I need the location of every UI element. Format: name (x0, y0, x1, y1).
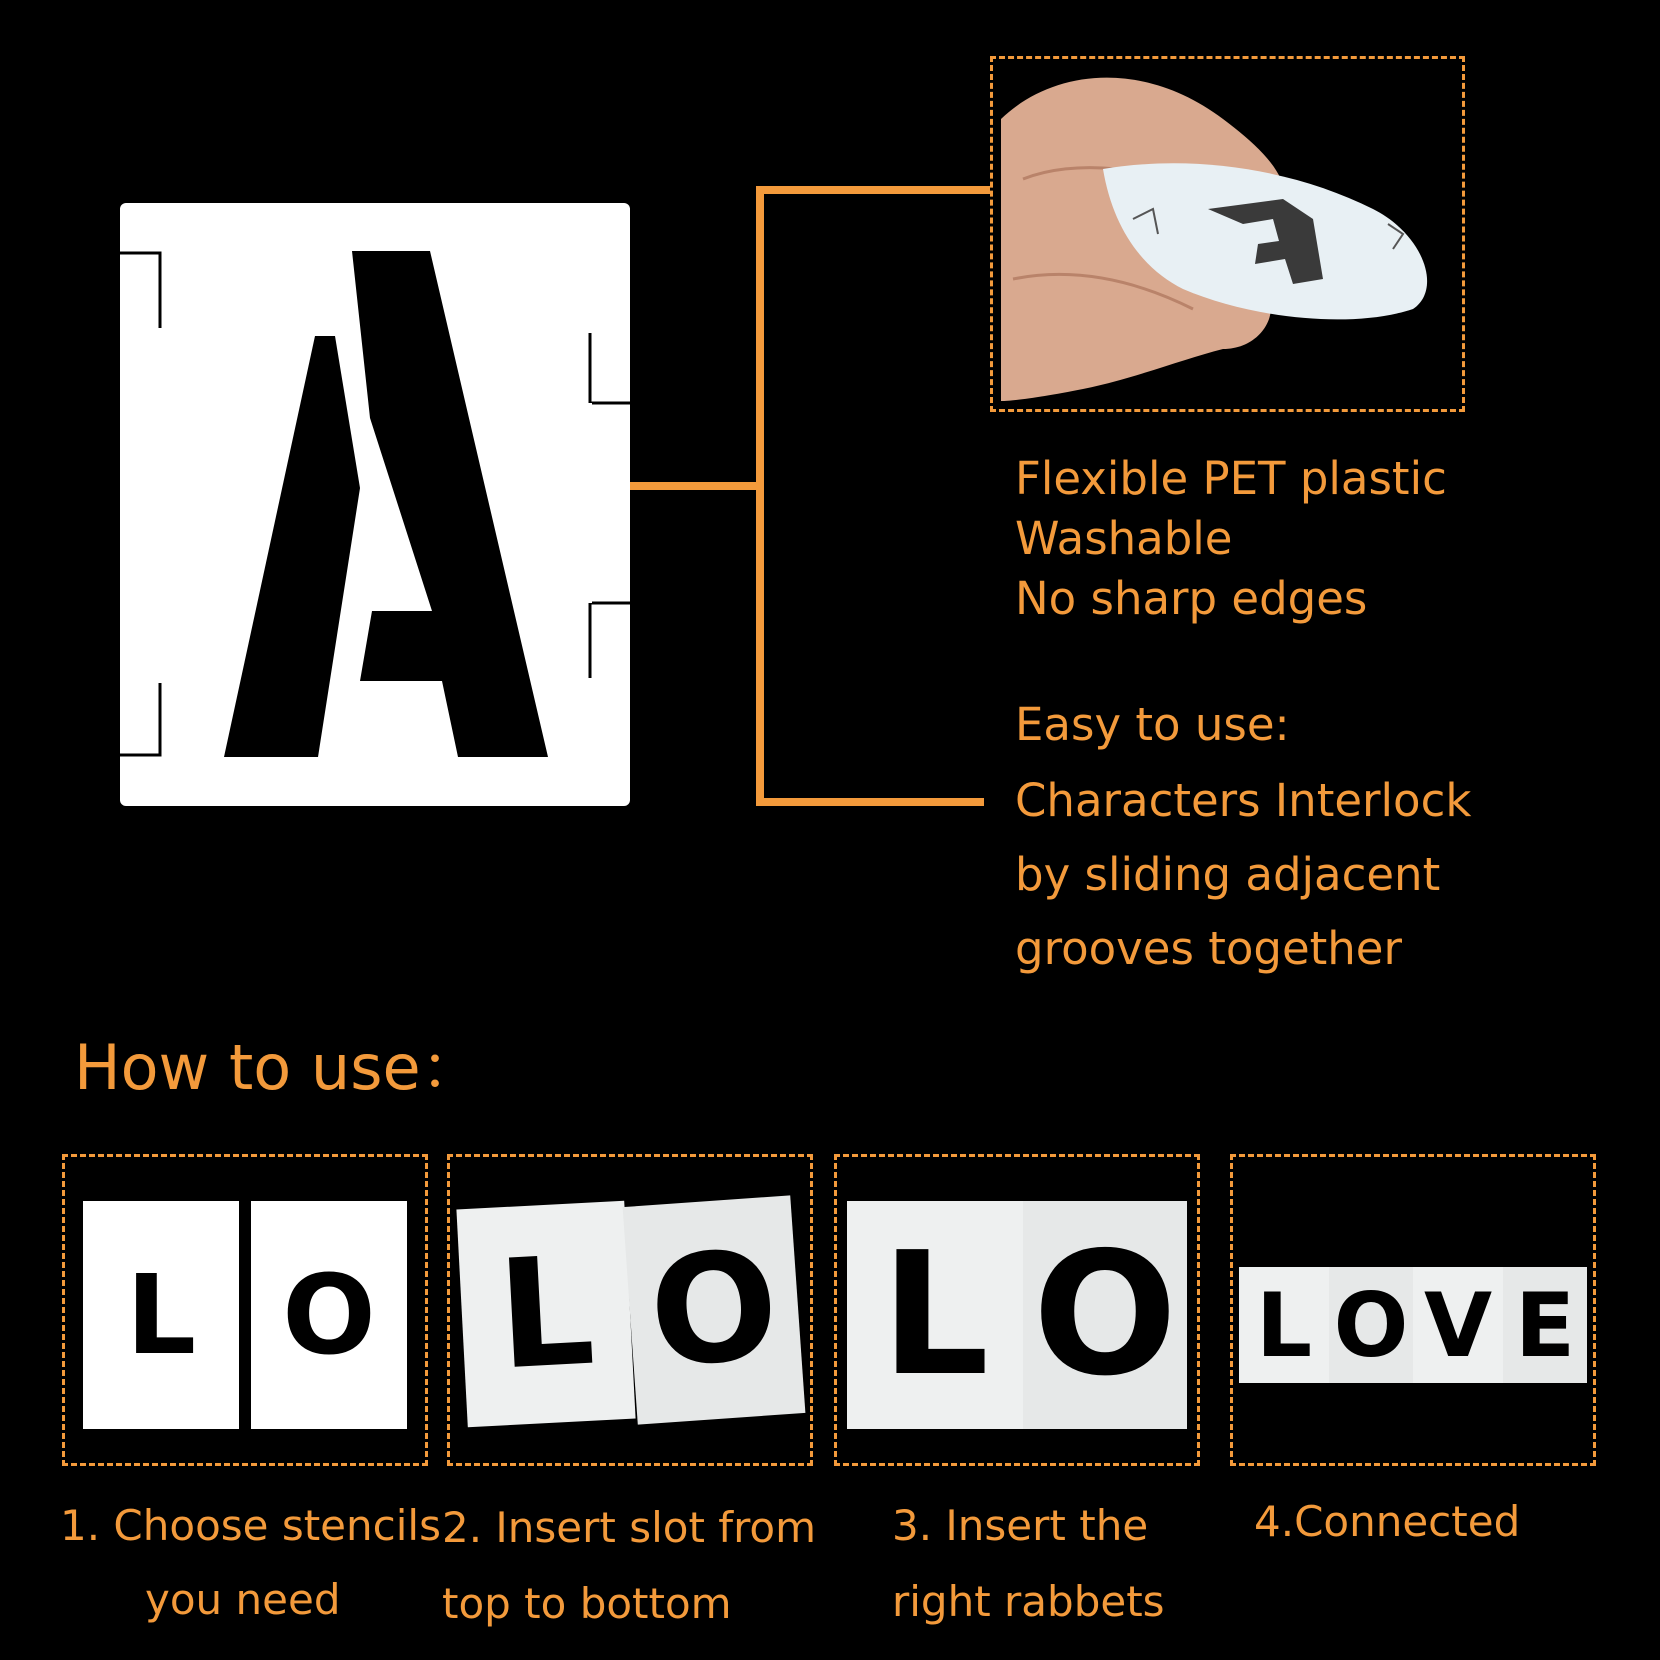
stencil-l: L (83, 1201, 239, 1429)
step-2-frame (447, 1154, 813, 1466)
stencil-o: O (1023, 1201, 1187, 1429)
feature-no-sharp-edges: No sharp edges (1015, 572, 1368, 625)
step-1-frame (62, 1154, 428, 1466)
usage-line-2: by sliding adjacent (1015, 848, 1441, 901)
connector-top-branch (756, 186, 990, 194)
step-2-caption-line2: top to bottom (442, 1579, 732, 1628)
connector-bottom-branch (756, 798, 984, 806)
usage-line-1: Characters Interlock (1015, 774, 1472, 827)
how-to-use-title: How to use： (74, 1031, 483, 1104)
stencil-o: O (623, 1195, 806, 1424)
feature-washable: Washable (1015, 512, 1233, 565)
step-4-frame (1230, 1154, 1596, 1466)
step-1-caption-line2: you need (145, 1575, 341, 1624)
stencil-l: L (456, 1201, 635, 1427)
usage-line-3: grooves together (1015, 922, 1402, 975)
usage-heading: Easy to use: (1015, 698, 1290, 751)
step-1-caption-line1: 1. Choose stencils (60, 1501, 441, 1550)
step-4-caption: 4.Connected (1254, 1497, 1521, 1546)
feature-flexible: Flexible PET plastic (1015, 452, 1447, 505)
stencil-o: O (251, 1201, 407, 1429)
stencil-e: E (1503, 1267, 1587, 1383)
connector-vertical (756, 186, 764, 806)
flexible-stencil-photo (993, 59, 1462, 409)
stencil-letter-a-graphic (120, 203, 630, 806)
connector-horizontal (630, 482, 758, 490)
step-3-caption-line1: 3. Insert the (892, 1501, 1149, 1550)
stencil-l: L (1239, 1267, 1329, 1383)
step-3-frame (834, 1154, 1200, 1466)
stencil-card-a (120, 203, 630, 806)
stencil-l: L (847, 1201, 1023, 1429)
stencil-v: V (1413, 1267, 1503, 1383)
flexible-stencil-photo-frame (990, 56, 1465, 412)
step-2-caption-line1: 2. Insert slot from (442, 1503, 817, 1552)
step-3-caption-line2: right rabbets (892, 1577, 1165, 1626)
stencil-o: O (1329, 1267, 1413, 1383)
